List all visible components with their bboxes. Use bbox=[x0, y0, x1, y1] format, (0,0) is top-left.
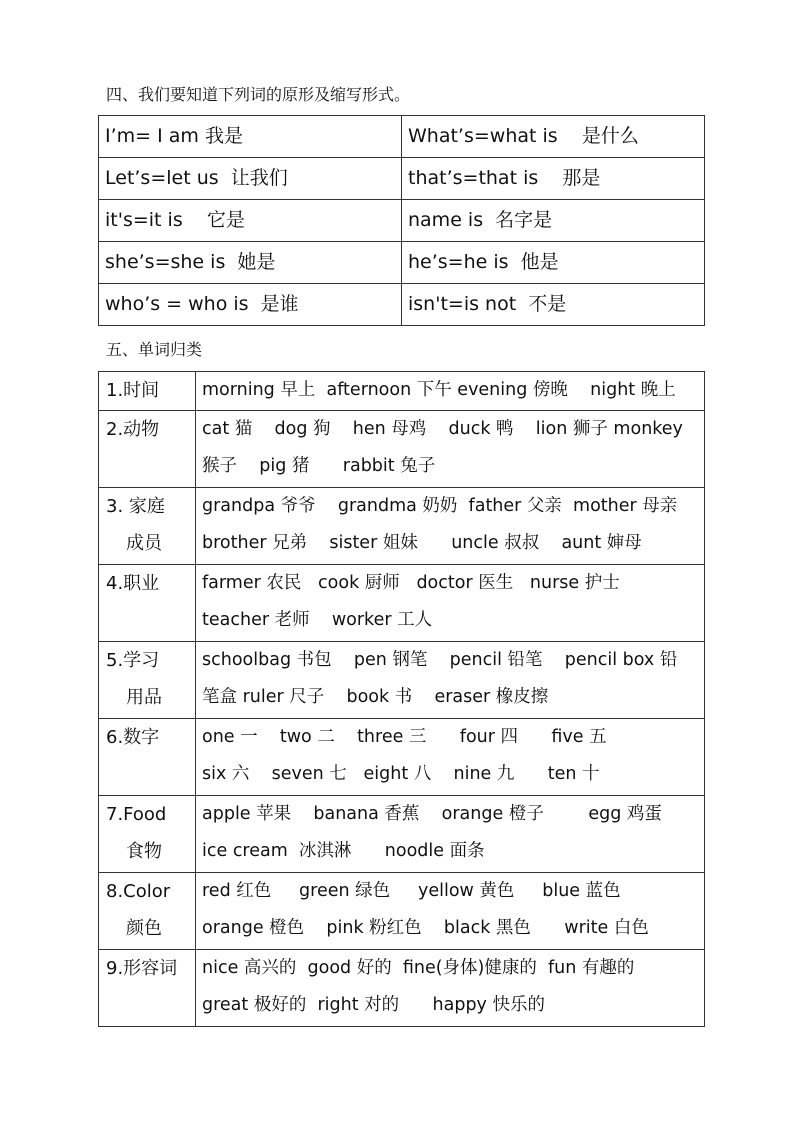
category-label: 3. 家庭 bbox=[106, 495, 165, 517]
category-label: 8.Color bbox=[106, 880, 171, 902]
table-row bbox=[99, 242, 705, 284]
table-cell: it's=it is 它是 bbox=[99, 200, 402, 242]
table-cell: isn't=is not 不是 bbox=[402, 284, 705, 326]
category-label-line-2: 食物 bbox=[126, 841, 162, 862]
table-row bbox=[99, 564, 705, 641]
words-cell bbox=[196, 487, 705, 564]
table-row bbox=[99, 284, 705, 326]
words-line: red 红色 green 绿色 yellow 黄色 blue 蓝色 bbox=[202, 880, 621, 901]
table-row bbox=[99, 410, 705, 487]
table-row bbox=[99, 872, 705, 949]
word-category-table bbox=[98, 371, 705, 1027]
words-line: farmer 农民 cook 厨师 doctor 医生 nurse 护士 bbox=[202, 572, 620, 593]
table-row bbox=[99, 949, 705, 1026]
table-cell: name is 名字是 bbox=[402, 200, 705, 242]
section-4-heading: 四、我们要知道下列词的原形及缩写形式。 bbox=[106, 85, 411, 104]
table-row bbox=[99, 116, 705, 158]
words-line: 猴子 pig 猪 rabbit 兔子 bbox=[202, 456, 436, 476]
table-cell: who’s = who is 是谁 bbox=[99, 284, 402, 326]
abbreviation-table bbox=[98, 115, 705, 326]
words-cell bbox=[196, 564, 705, 641]
words-line: apple 苹果 banana 香蕉 orange 橙子 egg 鸡蛋 bbox=[202, 803, 662, 824]
table-row bbox=[99, 158, 705, 200]
category-cell bbox=[99, 872, 196, 949]
words-line: great 极好的 right 对的 happy 快乐的 bbox=[202, 995, 545, 1015]
table-row bbox=[99, 718, 705, 795]
category-cell bbox=[99, 564, 196, 641]
words-cell bbox=[196, 718, 705, 795]
table-row bbox=[99, 487, 705, 564]
table-cell: that’s=that is 那是 bbox=[402, 158, 705, 200]
words-line: ice cream 冰淇淋 noodle 面条 bbox=[202, 841, 485, 861]
category-cell bbox=[99, 410, 196, 487]
table-row bbox=[99, 372, 705, 411]
words-cell bbox=[196, 410, 705, 487]
words-line: schoolbag 书包 pen 钢笔 pencil 铅笔 pencil box 铅 bbox=[202, 649, 678, 670]
words-line: orange 橙色 pink 粉红色 black 黑色 write 白色 bbox=[202, 918, 649, 938]
table-row bbox=[99, 200, 705, 242]
table-cell: I’m= I am 我是 bbox=[99, 116, 402, 158]
words-line: cat 猫 dog 狗 hen 母鸡 duck 鸭 lion 狮子 monkey bbox=[202, 418, 683, 439]
section-5-heading: 五、单词归类 bbox=[106, 340, 203, 359]
words-cell bbox=[196, 795, 705, 872]
table-row bbox=[99, 795, 705, 872]
category-label-line-2: 成员 bbox=[126, 533, 162, 554]
words-line: one 一 two 二 three 三 four 四 five 五 bbox=[202, 726, 607, 747]
category-cell bbox=[99, 641, 196, 718]
words-line: teacher 老师 worker 工人 bbox=[202, 610, 433, 630]
words-line: nice 高兴的 good 好的 fine(身体)健康的 fun 有趣的 bbox=[202, 957, 635, 978]
words-line: six 六 seven 七 eight 八 nine 九 ten 十 bbox=[202, 764, 600, 784]
words-cell bbox=[196, 949, 705, 1026]
category-label: 6.数字 bbox=[106, 726, 160, 748]
category-cell bbox=[99, 487, 196, 564]
category-label: 9.形容词 bbox=[106, 957, 178, 979]
table-row bbox=[99, 641, 705, 718]
words-line: grandpa 爷爷 grandma 奶奶 father 父亲 mother 母亲 bbox=[202, 495, 678, 516]
words-cell bbox=[196, 872, 705, 949]
words-line: 笔盒 ruler 尺子 book 书 eraser 橡皮擦 bbox=[202, 687, 549, 707]
category-label: 1.时间 bbox=[106, 380, 160, 401]
category-label-line-2: 用品 bbox=[126, 687, 162, 708]
category-cell bbox=[99, 795, 196, 872]
words-cell bbox=[196, 641, 705, 718]
category-cell bbox=[99, 949, 196, 1026]
words-line: morning 早上 afternoon 下午 evening 傍晚 night 晚上 bbox=[202, 380, 676, 400]
words-cell bbox=[196, 372, 705, 411]
table-cell: Let’s=let us 让我们 bbox=[99, 158, 402, 200]
category-cell bbox=[99, 372, 196, 411]
category-label: 4.职业 bbox=[106, 572, 160, 594]
category-label: 5.学习 bbox=[106, 649, 160, 671]
words-line: brother 兄弟 sister 姐妹 uncle 叔叔 aunt 婶母 bbox=[202, 533, 642, 553]
category-label: 7.Food bbox=[106, 803, 167, 825]
category-label-line-2: 颜色 bbox=[126, 918, 162, 939]
category-label: 2.动物 bbox=[106, 418, 160, 440]
table-cell: she’s=she is 她是 bbox=[99, 242, 402, 284]
table-cell: What’s=what is 是什么 bbox=[402, 116, 705, 158]
category-cell bbox=[99, 718, 196, 795]
table-cell: he’s=he is 他是 bbox=[402, 242, 705, 284]
